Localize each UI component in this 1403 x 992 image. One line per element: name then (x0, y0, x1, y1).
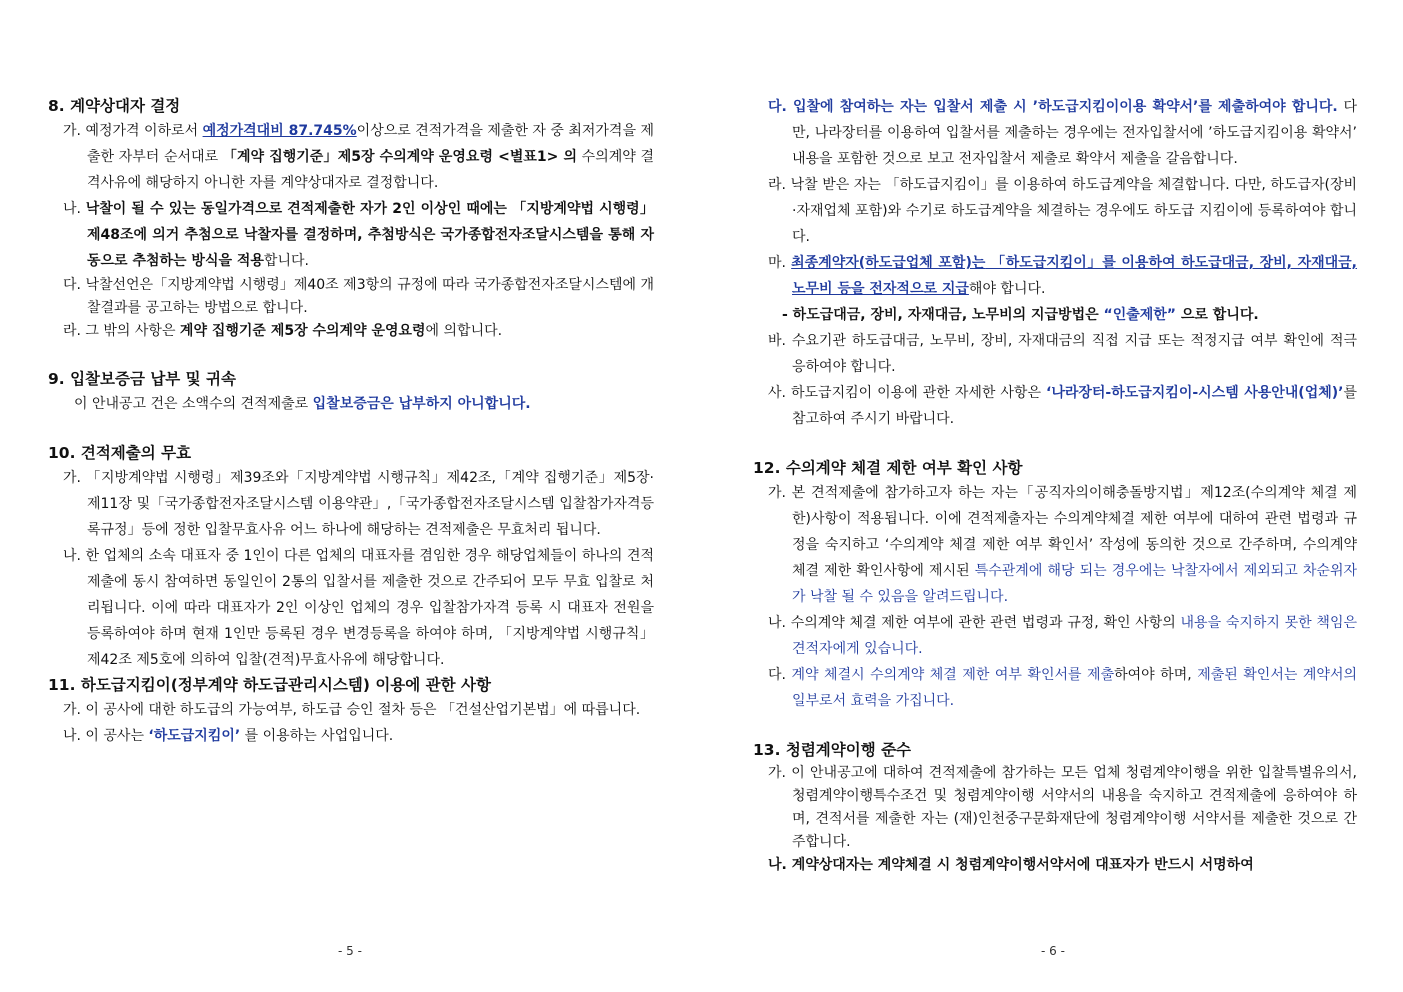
section-10-item-ga: 가. 「지방계약법 시행령」제39조와「지방계약법 시행규칙」제42조,「계약 집행기준」제5장·제11장 및「국가종합전자조달시스템 이용약관」,「국가종합전자조달시스템 입찰참가자격등록규정」등에 정한 입찰무효사유 어느 하나에 해당하는 견적제출은 무효처리 됩니다. (63, 470, 654, 538)
bid-bond-highlight: 입찰보증금은 납부하지 아니합니다. (312, 396, 531, 412)
section-11-item-na: 나. 이 공사는 ‘하도급지킴이’ 를 이용하는 사업입니다. (63, 728, 394, 744)
section-11-item-ma-payment: - 하도급대금, 장비, 자재대금, 노무비의 지급방법은 “인출제한” 으로 합니다. (782, 307, 1259, 323)
section-11-item-ma: 마. 최종계약자(하도급업체 포함)는 「하도급지킴이」를 이용하여 하도급대금, 장비, 자재대금, 노무비 등을 전자적으로 지급해야 합니다. (768, 255, 1358, 297)
section-11-item-sa: 사. 하도급지킴이 이용에 관한 자세한 사항은 ‘나라장터-하도급지킴이-시스템 사용안내(업체)’를 참고하여 주시기 바랍니다. (768, 385, 1357, 427)
price-ratio-highlight: 예정가격대비 87.745% (202, 123, 357, 139)
page-5-content (48, 94, 654, 749)
section-8-item-ga: 가. 예정가격 이하로서 예정가격대비 87.745%이상으로 견적가격을 제출한 자 중 최저가격을 제출한 자부터 순서대로 「계약 집행기준」제5장 수의계약 운영요령 <별표1> 의 수의계약 결격사유에 해당하지 아니한 자를 계약상대자로 결정합니다. (63, 123, 654, 191)
section-9-text: 이 안내공고 건은 소액수의 견적제출로 입찰보증금은 납부하지 아니합니다. (74, 396, 531, 412)
section-9-title: 9. 입찰보증금 납부 및 귀속 (48, 370, 236, 388)
page-number: - 6 - (1041, 944, 1065, 958)
section-11-item-ra: 라. 낙찰 받은 자는 「하도급지킴이」를 이용하여 하도급계약을 체결합니다. 다만, 하도급자(장비·자재업체 포함)와 수기로 하도급계약을 체결하는 경우에도 하도급 지킴이에 등록하여야 합니다. (768, 177, 1357, 245)
section-11-item-ba: 바. 수요기관 하도급대금, 노무비, 장비, 자재대금의 직접 지급 또는 적정지급 여부 확인에 적극 응하여야 합니다. (768, 333, 1357, 375)
section-8-item-da: 다. 낙찰선언은「지방계약법 시행령」제40조 제3항의 규정에 따라 국가종합전자조달시스템에 개찰결과를 공고하는 방법으로 합니다. (63, 277, 654, 316)
page-5 (0, 0, 701, 992)
section-8-title: 8. 계약상대자 결정 (48, 97, 181, 115)
section-8-item-na: 나. 낙찰이 될 수 있는 동일가격으로 견적제출한 자가 2인 이상인 때에는 「지방계약법 시행령」제48조에 의거 추첨으로 낙찰자를 결정하며, 추첨방식은 국가종합전자조달시스템을 통해 자동으로 추첨하는 방식을 적용합니다. (63, 201, 654, 269)
section-12-item-da: 다. 계약 체결시 수의계약 체결 제한 여부 확인서를 제출하여야 하며, 제출된 확인서는 계약서의 일부로서 효력을 가집니다. (768, 667, 1357, 709)
section-12-title: 12. 수의계약 체결 제한 여부 확인 사항 (753, 459, 1023, 477)
page-6-content (753, 94, 1357, 877)
section-10-title: 10. 견적제출의 무효 (48, 444, 192, 462)
guide-highlight: ‘나라장터-하도급지킴이-시스템 사용안내(업체)’ (1046, 385, 1344, 401)
section-13-title: 13. 청렴계약이행 준수 (753, 741, 912, 759)
subcontract-keeper-highlight: ‘하도급지킴이’ (148, 728, 241, 744)
section-11-item-ga: 가. 이 공사에 대한 하도급의 가능여부, 하도급 승인 절차 등은 「건설산업기본법」에 따릅니다. (63, 702, 641, 718)
section-12-item-na: 나. 수의계약 체결 제한 여부에 관한 관련 법령과 규정, 확인 사항의 내용을 숙지하지 못한 책임은 견적자에게 있습니다. (768, 615, 1357, 657)
section-13-item-ga: 가. 이 안내공고에 대하여 견적제출에 참가하는 모든 업체 청렴계약이행을 위한 입찰특별유의서, 청렴계약이행특수조건 및 청렴계약이행 서약서의 내용을 숙지하고 견적제출에 응하여야 하며, 견적서를 제출한 자는 (재)인천중구문화재단에 청렴계약이행 서약서를 제출한 것으로 간주합니다. (768, 765, 1357, 850)
page-number: - 5 - (338, 944, 362, 958)
section-10-item-na: 나. 한 업체의 소속 대표자 중 1인이 다른 업체의 대표자를 겸임한 경우 해당업체들이 하나의 견적제출에 동시 참여하면 동일인이 2통의 입찰서를 제출한 것으로 간주되어 모두 무효 입찰로 처리됩니다. 이에 따라 대표자가 2인 이상인 업체의 경우 입찰참가자격 등록 시 대표자 전원을 등록하여야 하며 현재 1인만 등록된 경우 변경등록을 하여야 하며, 「지방계약법 시행규칙」제42조 제5호에 의하여 입찰(견적)무효사유에 해당합니다. (63, 548, 654, 668)
section-8-item-ra: 라. 그 밖의 사항은 계약 집행기준 제5장 수의계약 운영요령에 의합니다. (63, 323, 503, 339)
section-11-item-da: 다. 입찰에 참여하는 자는 입찰서 제출 시 ’하도급지킴이이용 확약서’를 제출하여야 합니다. 다만, 나라장터를 이용하여 입찰서를 제출하는 경우에는 전자입찰서에 ’하도급지킴이용 확약서’ 내용을 포함한 것으로 보고 전자입찰서 제출로 확약서 제출을 갈음합니다. (768, 99, 1357, 167)
section-12-item-ga: 가. 본 견적제출에 참가하고자 하는 자는「공직자의이해충돌방지법」제12조(수의계약 체결 제한)사항이 적용됩니다. 이에 견적제출자는 수의계약체결 제한 여부에 대하여 관련 법령과 규정을 숙지하고 ‘수의계약 체결 제한 여부 확인서’ 작성에 동의한 것으로 간주하며, 수의계약 체결 제한 확인사항에 제시된 특수관계에 해당 되는 경우에는 낙찰자에서 제외되고 차순위자가 낙찰 될 수 있음을 알려드립니다. (768, 485, 1358, 605)
section-11-title: 11. 하도급지킴이(정부계약 하도급관리시스템) 이용에 관한 사항 (48, 676, 491, 694)
page-6 (701, 0, 1402, 992)
section-13-item-na: 나. 계약상대자는 계약체결 시 청렴계약이행서약서에 대표자가 반드시 서명하여 (768, 857, 1254, 873)
